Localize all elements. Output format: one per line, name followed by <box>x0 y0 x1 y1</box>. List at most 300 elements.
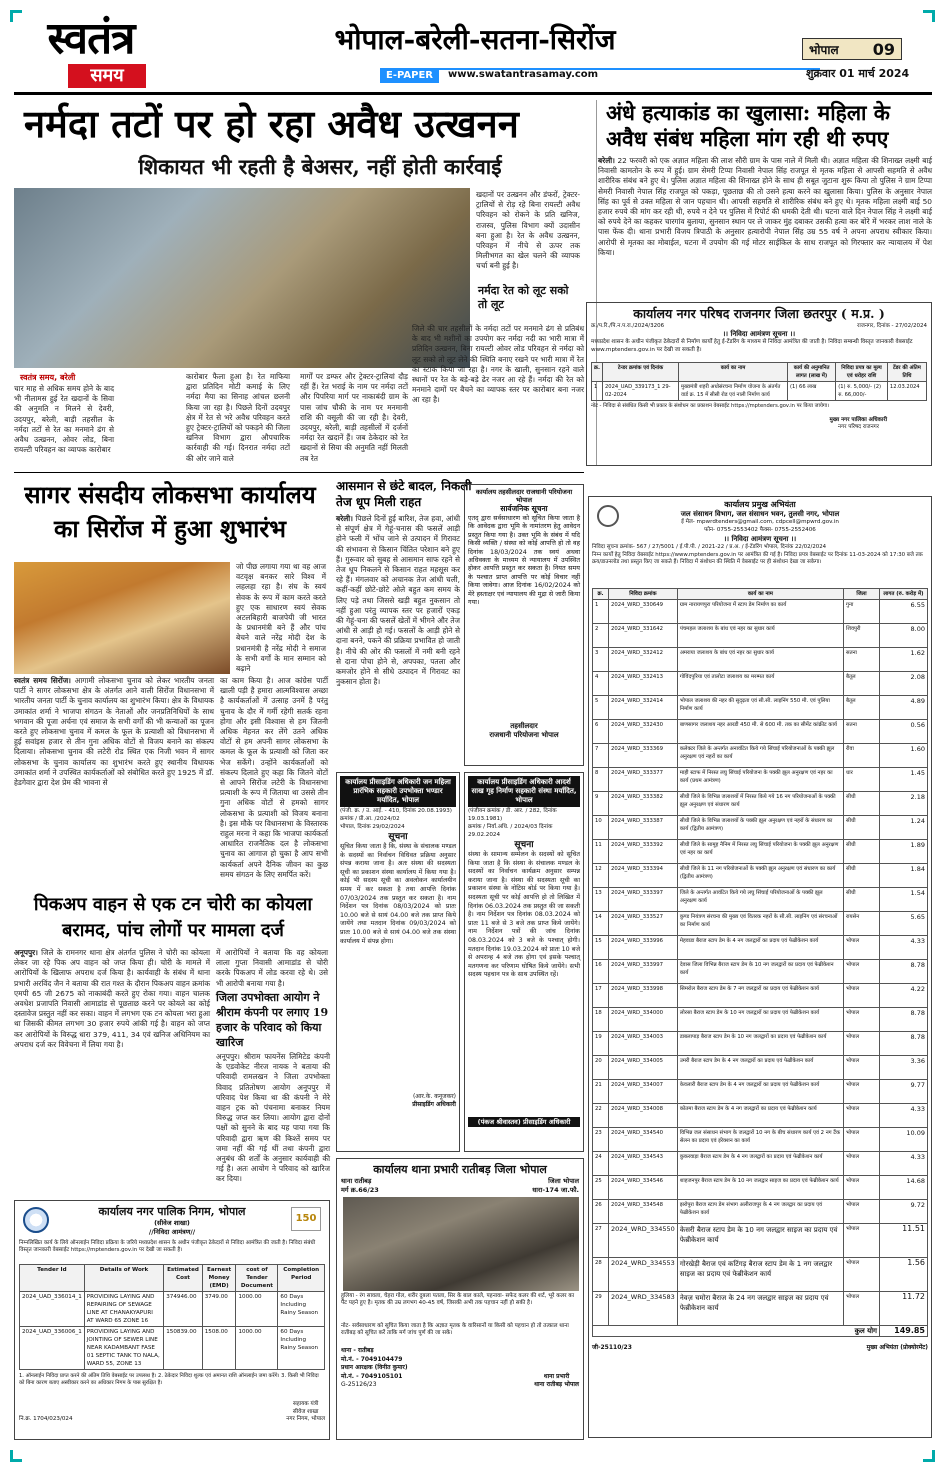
story2-headline[interactable]: अंधे हत्याकांड का खुलासा: महिला के अवैध संबंध महिला मांग रही थी रुपए <box>606 100 890 151</box>
table-cell: 1.54 <box>880 887 928 911</box>
table-row <box>593 695 928 719</box>
table-cell: 7 <box>593 743 609 767</box>
notice-tahsil-top: कार्यालय तहसीलदार राजधानी परियोजना भोपाल <box>475 488 573 504</box>
table-cell: 2024_UAD_339173_1 29-02-2024 <box>602 382 678 401</box>
table-cell: Estimated Cost <box>164 1265 202 1292</box>
notice-wrd-intro: निम्न कार्यों हेतु निविदा वेबसाईट https://www.mptenders.gov.in पर आमंत्रित की गई है। निविदा प्रपत्र वेबसाईट पर दिनांक 11-03-2024 को 17:30 बजे तक क्रय/डाउनलोड तथा प्रस्तुत किए जा सकते हैं। निविदा में संशोधन की स्थिति में वेबसाईट पर ही संशोधन देखा जा सकेगा। <box>592 551 923 565</box>
notice-housing-text: संस्था के सामान्य सम्मेलन के सदस्यों को सूचित किया जाता है कि संस्था के संचालक मण्डल के सदस्यों का निर्वाचन कार्यक्रम अनुसार सम्पन्न कराया जाना है। संस्था की सदस्यता सूची का प्रकाशन संस्था के नोटिस बोर्ड पर किया गया है। सदस्यता सूची पर कोई आपत्ति हो तो लिखित में दिनांक 06.03.2024 तक प्रस्तुत की जा सकती है। नाम निर्देशन पत्र दिनांक 08.03.2024 को प्रातः 11 बजे से 3 बजे तक प्राप्त किये जायेंगे। नाम निर्देशन पत्रों की जांच दिनांक 08.03.2024 को 3 बजे के पश्चात् होगी। मतदान दिनांक 19.03.2024 को प्रातः 10 बजे से अपरान्ह 4 बजे तक होगा एवं इसके पश्चात् मतगणना कर परिणाम घोषित किये जायेंगे। सभी सदस्य पहचान पत्र के साथ उपस्थित रहें। <box>468 851 580 979</box>
table-cell: 1508.00 <box>202 1327 236 1370</box>
table-cell: नेवज़ चमोरा बैराज के 24 नग जलद्वार साइज का प्रदाय एवं फेब्रीकेशन कार्य <box>677 1291 843 1325</box>
notice-tahsil-sign: तहसीलदार <box>510 722 538 730</box>
table-cell: 6 <box>593 719 609 743</box>
notice-women-date: भोपाल, दिनांक 29/02/2024 <box>340 824 405 830</box>
table-cell: भोपाल <box>844 1151 880 1175</box>
table-row <box>593 839 928 863</box>
notice-women-title: कार्यालय प्रीसाइडिंग अधिकारी जन महिला प्रारंभिक सहकारी उपभोक्ता भण्डार मर्यादित, भोपाल <box>340 776 456 807</box>
notice-chhatarpur-signature: मुख्य नगर पालिका अधिकारी <box>829 417 887 423</box>
notice-police-right2: धारा-174 जा.फौ. <box>532 1186 579 1194</box>
notice-police-sign2: थाना रातीबड़ भोपाल <box>534 1381 579 1388</box>
table-cell: 4.22 <box>880 983 928 1007</box>
notice-wrd-total: 149.85 <box>880 1325 928 1336</box>
table-cell: 29 <box>593 1291 609 1325</box>
table-cell: 14.68 <box>880 1175 928 1199</box>
table-cell: 12.03.2024 <box>887 382 926 401</box>
table-cell: 28 <box>593 1257 609 1291</box>
notice-wrd-total-label: कुल योग <box>593 1325 880 1336</box>
page-badge <box>802 38 902 60</box>
website-link[interactable]: www.swatantrasamay.com <box>448 69 599 80</box>
table-cell: निविदा प्रपत्र का मूल्य एवं धरोहर राशि <box>836 363 888 382</box>
story5-col1-text: जिले के रामनगर थाना क्षेत्र अंतर्गत पुलिस ने चोरी का कोयला लेकर जा रहे पिक अप वाहन को जप्त किया ही। चोरी के मामले में आरोपियों के खिलाफ अपराध दर्ज किया है। कार्यवाही के संबंध में थाना प्रभारी अरविंद जैन ने बताया की रात गश्त के दौरान पिकअप वाहन क्रमांक एमपी 65 जी 2675 को नाकाबंदी करते हुए रोका गया। वाहन चालक अवधेश प्रजापति निवासी आमाडांड से पूछताछ करने पर कोयले का कोई दस्तावेज प्रस्तुत नहीं कर सका। वाहन में लगभग एक टन कोयला भरा हुआ था जिसकी कीमत लगभग 30 हजार रुपये आंकी गई है। वाहन को जप्त कर आरोपियों के विरुद्ध धारा 379, 411, 34 एवं खनिज अधिनियम का अपराध दर्ज कर विवेचना में लिया गया है। <box>14 948 210 1049</box>
story5-subheadline[interactable]: जिला उपभोक्ता आयोग ने श्रीराम कंपनी पर लगाए 19 हजार के परिवाद को किया खारिज <box>216 991 329 1049</box>
notice-police-title: कार्यालय थाना प्रभारी रातीबड़ जिला भोपाल <box>373 1163 547 1176</box>
table-cell: 11 <box>593 839 609 863</box>
table-cell: 10.09 <box>880 1127 928 1151</box>
table-cell: 60 Days Including Rainy Season <box>278 1292 325 1327</box>
table-header-row <box>593 588 928 599</box>
table-cell: 0.56 <box>880 719 928 743</box>
table-cell: गुना <box>844 599 880 623</box>
table-cell: शिवपुरी <box>844 623 880 647</box>
table-cell: 1.60 <box>880 743 928 767</box>
notice-women-sub: सूचना <box>388 832 408 842</box>
epaper-badge[interactable]: E-PAPER <box>380 68 439 83</box>
issue-date: शुक्रवार 01 मार्च 2024 <box>806 67 910 80</box>
story5-col1 <box>14 948 210 1184</box>
notice-police-mob2: मो.नं. - 7049105101 <box>341 1372 403 1380</box>
section-rule <box>14 472 584 473</box>
table-cell: कार्य का नाम <box>677 588 843 599</box>
table-cell: भोपाल <box>844 1079 880 1103</box>
table-cell: सीधी जिले के 11 नग परियोजनाओं के पक्की झूल अनुरक्षण एवं संधारण का कार्य (द्वितीय आमंत्रण) <box>677 863 843 887</box>
notice-chhatarpur-date: राजनगर, दिनांक - 27/02/2024 <box>857 323 927 329</box>
table-cell: माही स्टाफ में निरस्त लघु सिंचाई परियोजना के पक्की झूल अनुरक्षण एवं नहर का कार्य (प्रथम आमंत्रण) <box>677 767 843 791</box>
notice-wrd-ref2: जी-25110/23 <box>592 1343 632 1351</box>
story3-col1-text: आगामी लोकसभा चुनाव को लेकर भारतीय जनता पार्टी ने सागर लोकसभा क्षेत्र के अंतर्गत आने वाली सिरोंज विधानसभा में भारतीय जनता पार्टी के चुनाव कार्यालय का शुभारंभ किया। क्षेत्र के विधायक उमाकांत शर्मा ने भाजपा संगठन के नेताओं और जनप्रतिनिधियों के साथ भगवान की पूजा अर्चना एवं समाज के सभी वर्गों की भी कन्याओं का पूजन करते हुए लोकसभा चुनाव में कमल के फूल के प्रत्याशी को विधानसभा में हुई सवांइस हजार से तीन गुना अधिक वोटों से विजय बनाने का संकल्प दिलाया। लोकसभा चुनाव की लटेरी रोड स्थित एक निजी भवन में सागर लोकसभा के चुनाव कार्यालय का शुभारंभ करते हुए स्थानीय विधायक उमाकांत शर्मा ने उपस्थित कार्यकर्ताओं को संबोधित करते हुए 1925 में डॉ. हेडगेवार द्वारा देश प्रेम की भावना से <box>14 676 214 788</box>
table-cell: 2024_WRD_334543 <box>609 1151 678 1175</box>
table-cell: देवास जिला विभिन्न बैराज स्टाप डेम के 10 नग जलद्वारों का प्रदाय एवं फेब्रीकेशन कार्य <box>677 959 843 983</box>
table-row <box>593 1257 928 1291</box>
table-cell: रीवा <box>844 743 880 767</box>
table-cell: भोपाल <box>844 1055 880 1079</box>
table-cell: ग्राम नारायणपुरा परियोजना में स्टाप डेम निर्माण का कार्य <box>677 599 843 623</box>
table-cell: भोपाल <box>844 1223 880 1257</box>
table-cell: सीधी <box>844 815 880 839</box>
story1-col2: कारोबार फैला हुआ है। रेत माफिया द्वारा प्रतिदिन मोटी कमाई के लिए नर्मदा मैया का सिनाह आंचल छलनी किया जा रहा है। पिछले दिनों उदयपुर क्षेत्र में रेत से भरे अवैध परिवहन करते हुए ट्रेक्टर-ट्रालियों को पकड़ने की जिला खनिज विभाग द्वारा औपचारिक कार्रवाही की गई। दिनरात नर्मदा तटों की ओर जाने वाले <box>186 372 290 463</box>
table-cell: केवलारी बैराज स्टाप डेम के 4 नग जलद्वारों का प्रदाय एवं फेब्रीकेशन कार्य <box>677 1079 843 1103</box>
table-cell: 23 <box>593 1127 609 1151</box>
table-cell: भोपाल <box>844 959 880 983</box>
table-cell: 2024_WRD_333382 <box>609 791 678 815</box>
notice-police-mob1: मो.नं. - 7049104479 <box>341 1355 403 1363</box>
story1-headline[interactable]: नर्मदा तटों पर हो रहा अवैध उत्खनन <box>24 101 519 146</box>
registration-mark <box>923 10 935 22</box>
table-cell: (1) 66 लाख <box>788 382 836 401</box>
table-cell: 2024_WRD_333377 <box>609 767 678 791</box>
notice-municipal-sub1: (सीवेज शाखा) <box>154 1219 190 1227</box>
table-cell: भोपाल <box>844 1103 880 1127</box>
table-row <box>593 791 928 815</box>
table-row <box>593 911 928 935</box>
notice-wrd-subtitle: ।। निविदा आमंत्रण सूचना ।। <box>723 535 797 543</box>
table-cell: 1 <box>592 382 603 401</box>
table-cell: 4.33 <box>880 935 928 959</box>
table-cell: 25 <box>593 1175 609 1199</box>
table-row <box>593 1055 928 1079</box>
story1-byline: स्वतंत्र समय, बरेली <box>20 373 76 382</box>
table-row <box>593 887 928 911</box>
logo-top-text: स्वतंत्र <box>47 13 135 64</box>
table-cell: 2024_WRD_334000 <box>609 1007 678 1031</box>
notice-chhatarpur-ref: क्र./प.रि./पि.न.प.रा./2024/3206 <box>591 323 665 329</box>
story1-col1: चार माह से अधिक समय होने के बाद भी नीलामस हुई रेत खदानों के सिवा की अनुमति न मिलने से देवरी, उदयपुर, बरेली, बाड़ी तहसील के नर्मदा तटों से रेत का मनमाने ढंग से अवैध उत्खनन, ओवर लोड, बिना रायल्टी परिवहन का व्यापक कारोबार <box>14 384 114 455</box>
notice-wrd <box>588 496 932 1438</box>
table-cell: मुख्यमंत्री शहरी अधोसंरचना निर्माण योजना के अंतर्गत वार्ड क्र. 15 में सीसी रोड एवं नाली निर्माण कार्य <box>678 382 787 401</box>
table-row <box>593 767 928 791</box>
table-row <box>593 719 928 743</box>
table-cell: Tender Id <box>20 1265 85 1292</box>
table-cell: (1) रु. 5,000/- (2) रु. 66,000/- <box>836 382 888 401</box>
table-row <box>593 647 928 671</box>
masthead-logo[interactable] <box>28 14 154 94</box>
notice-police-photo <box>343 1197 579 1291</box>
table-cell: 2024_WRD_334546 <box>609 1175 678 1199</box>
story4-body <box>336 514 460 766</box>
table-cell: 2024_WRD_334008 <box>609 1103 678 1127</box>
table-cell: 8 <box>593 767 609 791</box>
story1-col5: जिले की चार तहसीलों के नर्मदा तटों पर मनमाने ढंग से प्रतिबंध के बाद भी मशीनों का उपयोग कर नर्मदा नदी का भारी मात्रा में प्रतिदिन उत्खनन, बिना रायल्टी ओवर लोड परिवहन से नर्मदा को लूट सको तो लूट लेने की स्थिति बनाए रखने पर भारी मात्रा में रेत का स्टाक किया जा रहा है। नगर के खाली, सुनसान रहने वाले स्थानों पर रेत के बड़े-बड़े ढेर नजर आ रहे हैं। नर्मदा की रेत को मनमाने दामों पर बैचने का व्यापक स्तर पर कारोबार बना नजर आ रहा है। <box>412 324 584 405</box>
notice-housing-ref: (पंजीयन क्रमांक / डी. आर. / 282, दिनांक 19.03.1981) <box>468 808 557 822</box>
table-cell: बैतूल <box>844 671 880 695</box>
notice-tahsil-sign2: राजधानी परियोजना भोपाल <box>489 731 559 739</box>
notice-women-sign2: प्रीसाइडिंग अधिकारी <box>412 1101 456 1108</box>
story1-col4: खदानों पर उत्खनन और डंफरों, ट्रेक्टर-ट्रालियों से रोड़ रहे बिना रायल्टी अवैध परिवहन को रोकने के प्रति खनिज, राजस्व, पुलिस विभाग क्यों उदासीन बना हुआ है। रेत के अवैध उत्खनन, परिवहन में नीचे से ऊपर तक मिलीभगत का खेल चलने की व्यापक चर्चा बनी हुई है। <box>476 190 580 271</box>
table-row <box>593 1007 928 1031</box>
table-cell: 19 <box>593 1031 609 1055</box>
table-cell: 3.36 <box>880 1055 928 1079</box>
table-cell: भोपाल <box>844 1031 880 1055</box>
table-cell: सिमरोल बैराज स्टाप डेम के 7 नग जलद्वारों का प्रदाय एवं फेब्रीकेशन कार्य <box>677 983 843 1007</box>
table-row <box>593 599 928 623</box>
table-cell: 2024_WRD_334583 <box>609 1291 678 1325</box>
table-cell: भोपाल <box>844 935 880 959</box>
notice-municipal-sign1: सहायक यंत्री <box>292 1401 319 1407</box>
city-label: भोपाल <box>809 42 839 57</box>
table-cell: 16 <box>593 959 609 983</box>
table-row <box>20 1292 325 1327</box>
story4-text: पिछले दिनों हुई बारिश, तेज हवा, आंधी से संपूर्ण क्षेत्र में गेहूं-चनास की फसलें आड़ी होने फली में भोंच जाने से उत्पादन में गिरावट की संभावना से किसान चिंतित परेशान बने हुए हैं। गुरूवार को सुबह से आसमान साफ रहने से तेज धूप निकलने से किसान राहत महसूस कर रहे हैं। मंगलवार को अचानक तेज आंधी चली, कहीं-कहीं छोटे-छोटे ओले बहुत कम समय के लिए पड़े तथा जिससे खड़ी बहुत नुकसान तो नहीं हुआ परंतु व्यापक स्तर पर हजारों एकड़ की गेहूं-चना की फसलें खेतों में भीगने और तेज आंधी से आड़ी हो गई। फसलों के आड़ी होने से दाना बनने, पकने की प्रक्रिया प्रभावित हो जाती है। नीचे की ओर की फसलों में नमी बनी रहने से दाना पोचा होने से, अपपका, पतला और कमजोर होने से सीधे उत्पादन में गिरावट का नुकसान होता है। <box>336 514 460 687</box>
table-cell: 1.56 <box>880 1257 928 1291</box>
table-cell: 2024_WRD_332414 <box>609 695 678 719</box>
notice-housing-sub: सूचना <box>514 840 534 850</box>
notice-housing <box>464 772 584 1152</box>
table-cell: 5.65 <box>880 911 928 935</box>
notice-women-sign: (आर.के. कनूजकर) <box>412 1093 456 1100</box>
notice-police-note: नोट- सर्वसाधारण को सूचित किया जाता है कि अज्ञात मृतक के वारिसानों या किसी को पहचान हो तो तत्काल थाना रातीबड़ को सूचित करें ताकि मर्ग जांच पूर्ण की जा सके। <box>341 1323 569 1337</box>
table-cell: गोविंदपुरिया एवं तालोटा जलाशय का मरम्मत कार्य <box>677 671 843 695</box>
table-cell: सीधी जिले के सामूह नैनिम में निरस्त लघु सिंचाई परियोजना के पक्की झूल अनुरक्षण एवं नहर का कार्य <box>677 839 843 863</box>
table-cell: केसरी बैराज स्टाप डेम के 10 नग जलद्वार साइज का प्रदाय एवं फेब्रीकेशन कार्य <box>677 1223 843 1257</box>
table-cell: 18 <box>593 1007 609 1031</box>
notice-housing-ref2: क्रमांक / निर्वा.अधि. / 2024/03 दिनांक 29.02.2024 <box>468 824 553 838</box>
notice-women-coop <box>336 772 460 1152</box>
table-cell: 2024_WRD_331642 <box>609 623 678 647</box>
story4-dateline: बरेली। <box>336 514 353 523</box>
table-cell: भोपाल <box>844 1291 880 1325</box>
table-cell: 2024_WRD_330649 <box>609 599 678 623</box>
table-row <box>593 1291 928 1325</box>
table-row <box>593 959 928 983</box>
table-cell: सीधी जिले के विभिन्न जलाशयों में निरस्त किये गये 16 नग परियोजनाओं के पक्की झूल अनुरक्षण एवं संधारण कार्य <box>677 791 843 815</box>
story1-photo <box>14 188 470 368</box>
table-cell: 4.33 <box>880 1151 928 1175</box>
story5-subtext: अनूपपुर। श्रीराम फायनेंस लिमिटेड कंपनी के एडवोकेट नीरज नायक ने बताया की परिवादी रामलखन ने जिला उपभोक्ता विवाद प्रतितोषण आयोग अनूपपुर में परिवाद पेश किया था की कंपनी ने मेरे वाहन ट्रक को पंचनामा बनाकर नियम विरुद्ध जप्त कर लिया। आयोग द्वारा दोनों पक्षों को सुनने के बाद यह पाया गया कि परिवादी द्वारा ऋण की किश्तें समय पर जमा नहीं की गई थीं तथा कंपनी द्वारा अनुबंध की शर्तों के अनुसार कार्यवाही की गई है। अतः आयोग ने परिवाद को खारिज कर दिया। <box>216 1052 330 1184</box>
table-row <box>593 671 928 695</box>
table-row <box>592 382 927 401</box>
table-cell: 2024_WRD_332413 <box>609 671 678 695</box>
table-cell: लागत (रु. करोड़ में) <box>880 588 928 599</box>
table-cell: 1.84 <box>880 863 928 887</box>
notice-women-ref2: क्रमांक / प्री.आ. /2024/02 <box>340 816 400 822</box>
story3-col1 <box>14 676 214 886</box>
story3-right-text: जो पीछ लगाया गया था वह आज वटवृक्ष बनकर सारे विश्व में लहलहा रहा है। संघ के स्वयं सेवक के रूप में काम करते करते हुए एक साधारण स्वयं सेवक अटलबिहारी बाजपेयी जी भारत के प्रधानमंत्री बने हैं और पांच बेचने वाले नरेंद्र मोदी देश के प्रधानमंत्री है नरेंद्र मोदी ने समाज के सभी वर्गों के मान सम्मान को बढ़ाने <box>236 562 326 674</box>
notice-wrd-ref: निविदा सूचना क्रमांक- 567 / 27/5001 / ई.पी.पी. / 2021-22 / प्र.अ. / ई-टेंडरिंग भोपाल, दिनांक 22/02/2024 <box>592 544 827 550</box>
table-cell: Completion Period <box>278 1265 325 1292</box>
table-cell: 5 <box>593 695 609 719</box>
table-cell: 2024_WRD_333397 <box>609 887 678 911</box>
table-cell: 150839.00 <box>164 1327 202 1370</box>
table-cell: 14 <box>593 911 609 935</box>
table-cell: 1.24 <box>880 815 928 839</box>
story2-text1: 22 फरवरी को एक अज्ञात महिला की लाश सौरी ग्राम के पास नाले में मिली थी। अज्ञात महिला की शिनाख्त लक्ष्मी बाई निवासी कामतोन के रूप में हुई। ग्राम सेमरी टिप्पा निवासी नेपाल सिंह राजपूत से मृतक महिला से आपसी सहमति से अवैध शारीरिक संबंध बने हुए थे। पुलिस अज्ञात महिला की शिनाख्त होने के साथ ही सबूत जुटाना शुरू किया तो पुलिस ने ग्राम टिप्पा सेमरी निवासी नेपाल सिंह राजपूत को पकड़ा, पूछताछ की तो उसने हत्या करने का खुलासा किया। पुलिस के अनुसार नेपाल सिंह का पूर्व से उक्त महिला से जान पहचान थी। आपसी सहमति से शारीरिक संबंध बने हुए थे। मृतक महिला लक्ष्मी बाई 50 हजार रुपये की मांग कर रही थी, रुपये न देने पर पुलिस में रिपोर्ट की धमकी देती थी। <box>598 156 932 217</box>
logo-bottom-text: समय <box>68 64 146 88</box>
notice-police-sign: थाना प्रभारी <box>543 1372 570 1380</box>
table-cell: विभिन्न जल संसाधन संभाग के जलद्वारों 10 नग के बीच संधारण कार्य एवं 2 नग टैंक सेलन का प्रदाय एवं इंरेक्शन का कार्य <box>677 1127 843 1151</box>
table-cell: PROVIDING LAYING AND REPAIRING OF SEWAGE LINE AT CHANAKYAPURI AT WARD 65 ZONE 16 <box>84 1292 163 1327</box>
registration-mark <box>10 10 22 22</box>
table-cell: सीधी <box>844 887 880 911</box>
story1-col3: मार्गों पर डम्फर और ट्रेक्टर-ट्रालियां दौड़ रहीं हैं। रेत भराई के नाम पर नर्मदा तटों और पिपरिया मार्ग पर नाकाबंदी ग्राम के पास जांच चौकी के नाम पर मनमानी राशि की वसूली की जा रही है। देवरी, उदयपुर, बरेली, बाड़ी तहसीलों में दर्जनों नर्मदा रेत खदानें हैं। जब ठेकेदार को रेत खदानों से सिया की अनुमति नहीं मिलती तब रेत <box>300 372 408 463</box>
table-row <box>593 1151 928 1175</box>
table-cell: पंचमहल जलाशय के बांध एवं नहर का सुधार कार्य <box>677 623 843 647</box>
table-row <box>593 1223 928 1257</box>
table-cell: 2024_UAD_336006_1 <box>20 1327 85 1370</box>
notice-municipal-intro: निम्नलिखित कार्य के लिये ऑनलाईन निविदा प्रक्रिया के जरिये मध्यप्रदेश शासन के अधीन पंजीकृत ठेकेदारों से निविदा आमंत्रित की जाती है। निविदा संबंधी विस्तृत जानकारी वेबसाईट https://mptenders.gov.in पर देखी जा सकती है। <box>19 1240 316 1254</box>
table-cell: 1 <box>593 599 609 623</box>
table-cell: सतना <box>844 647 880 671</box>
table-cell: 2024_WRD_334550 <box>609 1223 678 1257</box>
page-number: 09 <box>872 39 895 59</box>
table-cell: उमरी बैराज स्टाप डेम के 4 नग जलद्वारों का प्रदाय एवं फेब्रीकेशन कार्य <box>677 1055 843 1079</box>
notice-municipal <box>14 1200 330 1440</box>
table-cell: भोपाल जलाशय की नहर की सुदृढ़ता एवं सी.सी. लाइनिंग 550 मी. एवं पुलिया निर्माण कार्य <box>677 695 843 719</box>
table-cell: 8.00 <box>880 623 928 647</box>
table-cell: 2024_WRD_333527 <box>609 911 678 935</box>
table-cell: 1000.00 <box>236 1327 278 1370</box>
table-row <box>593 1127 928 1151</box>
notice-chhatarpur-subtitle: ।। निविदा आमंत्रण सूचना ।। <box>722 330 796 338</box>
notice-municipal-notes: 1. ऑनलाईन निविदा प्राप्त करने की अंतिम तिथि वेबसाईट पर उपलब्ध है। 2. ठेकेदार निविदा शुल्क एवं अमानत राशि ऑनलाईन जमा करेंगे। 3. किसी भी निविदा को बिना कारण बताए अस्वीकार करने का अधिकार निगम के पास सुरक्षित है। <box>19 1373 319 1386</box>
table-cell: 2024_WRD_333997 <box>609 959 678 983</box>
notice-municipal-title: कार्यालय नगर पालिक निगम, भोपाल <box>98 1205 246 1218</box>
notice-wrd-title2: जल संसाधन विभाग, जल संसाधन भवन, तुलसी नगर, भोपाल <box>680 510 840 518</box>
notice-women-text: सूचित किया जाता है कि, संस्था के संचालक मण्डल के सदस्यों का निर्वाचन विधिवत प्रक्रिया अनुसार संपन्न कराया जाना है। अतः संस्था की सदस्यता सूची का प्रकाशन संस्था कार्यालय में किया गया है। कोई भी सदस्य सूची का अवलोकन कार्यालयीन समय में कर सकता है तथा आपत्ति दिनांक 07/03/2024 तक प्रस्तुत कर सकता है। नाम निर्देशन पत्र दिनांक 08/03/2024 को प्रातः 10.00 बजे से सायं 04.00 बजे तक प्राप्त किये जायेंगे तथा मतदान दिनांक 09/03/2024 को प्रातः 10.00 बजे से सायं 04.00 बजे तक संस्था कार्यालय में संपन्न होगा। <box>340 843 456 945</box>
table-row <box>593 1031 928 1055</box>
table-cell: 4 <box>593 671 609 695</box>
table-cell: 2024_WRD_332412 <box>609 647 678 671</box>
notice-wrd-email: ई मेल- mpwrdtenders@gmail.com, cdpcell@mpwrd.gov.in <box>681 519 839 525</box>
table-cell: 3749.00 <box>202 1292 236 1327</box>
table-cell: 6.55 <box>880 599 928 623</box>
table-cell: 2024_WRD_333392 <box>609 839 678 863</box>
edition-title: भोपाल-बरेली-सतना-सिरोंज <box>334 23 616 56</box>
edition-underline <box>380 68 820 70</box>
table-cell: Earnest Money (EMD) <box>202 1265 236 1292</box>
table-cell: 13 <box>593 887 609 911</box>
notice-police <box>336 1158 584 1440</box>
table-cell: कलेक्टर जिले के अन्तर्गत अनावंटित किये गये सिंचाई परियोजनाओं के पक्की झूल अनुरक्षण एवं नहरों का कार्य <box>677 743 843 767</box>
notice-municipal-sign2: सीवेज शाखा <box>292 1408 319 1415</box>
story1-subhead: शिकायत भी रहती है बेअसर, नहीं होती कार्रवाई <box>138 154 502 179</box>
table-cell: PROVIDING LAYING AND JOINTING OF SEWER LINE NEAR KADAMBANT FASE 01 SEPTIC TANK TO NALA, WARD 55, ZONE 13 <box>84 1327 163 1370</box>
table-cell: निविदा क्रमांक <box>609 588 678 599</box>
table-cell: भोपाल <box>844 1007 880 1031</box>
table-cell: रायसेन <box>844 911 880 935</box>
table-cell: कुण्ड नियंत्रण संरचना की मुख्य एवं वितरक नहरों के सी.सी. लाइनिंग एवं संरचनाओं का निर्माण कार्य <box>677 911 843 935</box>
table-cell: 2 <box>593 623 609 647</box>
municipal-emblem-icon <box>23 1207 49 1233</box>
table-cell: 2024_WRD_332430 <box>609 719 678 743</box>
table-header-row <box>592 363 927 382</box>
table-cell: कुकरवाड़ा बैराज स्टाप डेम के 4 नग जलद्वारों का प्रदाय एवं फेब्रीकेशन कार्य <box>677 1151 843 1175</box>
table-cell: 21 <box>593 1079 609 1103</box>
table-row <box>20 1327 325 1370</box>
table-cell: 1.89 <box>880 839 928 863</box>
notice-municipal-sign3: नगर निगम, भोपाल <box>286 1416 325 1422</box>
table-cell: 2024_UAD_336014_1 <box>20 1292 85 1327</box>
table-cell: लोरसा बैराज स्टाप डेम के 10 नग जलद्वारों का प्रदाय एवं फेब्रीकेशन कार्य <box>677 1007 843 1031</box>
table-cell: 2024_WRD_333998 <box>609 983 678 1007</box>
story5-col2: में आरोपियों ने बताया कि वह कोयला लाला गुप्ता निवासी आमाडांड से चोरी करके पिकअप में लोड करवा रहे थे। उसे भी आरोपी बनाया गया है। <box>216 948 328 988</box>
table-cell: 374946.00 <box>164 1292 202 1327</box>
table-cell: डाबलापाड़ बैराज स्टाप डेम के 10 नग जलद्वारों का प्रदाय एवं फेब्रीकेशन कार्य <box>677 1031 843 1055</box>
notice-chhatarpur-table <box>591 362 927 401</box>
table-cell: 27 <box>593 1223 609 1257</box>
table-row <box>593 815 928 839</box>
table-cell: 24 <box>593 1151 609 1175</box>
notice-wrd-table <box>592 588 928 1337</box>
table-cell: 9.72 <box>880 1199 928 1223</box>
table-cell: 2.18 <box>880 791 928 815</box>
story3-photo <box>14 562 230 674</box>
table-cell: 11.51 <box>880 1223 928 1257</box>
table-cell: 2024_WRD_334548 <box>609 1199 678 1223</box>
story2-text2: घटना वाले दिन नेपाल सिंह ने लक्ष्मी बाई को रुपये देने का कहकर चारगांव बुलाया, सुनसान स्थान पर ले जाकर मुंह दबाकर उसकी हत्या कर बोरे में भरकर लाश नाले के पास फेंक दी। थाना प्रभारी विजय त्रिपाठी के अनुसार हत्यारोपी नेपाल सिंह उम्र 55 वर्ष ने अपना अपराध स्वीकार किया। आरोपी से मृतका का मोबाईल, घटना में उपयोग की गई मोटर साईकिल के साथ राजपूत को गिरफ्तार कर न्यायालय में पेश किया। <box>598 207 932 257</box>
table-cell: क्र. <box>593 588 609 599</box>
notice-housing-sign: (पंकज श्रीवास्तव) प्रीसाइडिंग अधिकारी <box>468 1117 580 1127</box>
story2-dateline: बरेली। <box>598 156 615 165</box>
table-row <box>593 1079 928 1103</box>
table-cell: 15 <box>593 935 609 959</box>
municipal-jubilee-icon: 150 <box>291 1207 321 1231</box>
table-cell: जिला <box>844 588 880 599</box>
table-cell: 2024_WRD_334553 <box>609 1257 678 1291</box>
notice-police-station: थाना - रातीबड़ <box>341 1347 374 1354</box>
table-cell: कार्य का नाम <box>678 363 787 382</box>
table-cell: 1000.00 <box>236 1292 278 1327</box>
table-cell: cost of Tender Document <box>236 1265 278 1292</box>
table-row <box>593 863 928 887</box>
registration-mark <box>10 1450 22 1462</box>
table-cell: सीधी जिले के विभिन्न जलाशयों के पक्की झूल अनुरक्षण एवं नहरों के संधारण का कार्य (द्वितीय आमंत्रण) <box>677 815 843 839</box>
table-cell: कार्य की अनुमानित लागत (लाख में) <box>788 363 836 382</box>
registration-mark <box>923 1450 935 1462</box>
table-cell: 9.77 <box>880 1079 928 1103</box>
table-cell: 4.33 <box>880 1103 928 1127</box>
table-cell: 2024_WRD_333387 <box>609 815 678 839</box>
table-cell: धार <box>844 767 880 791</box>
table-cell: टेंडर की अंतिम तिथि <box>887 363 926 382</box>
notice-wrd-sign: मुख्य अभियंता (प्रोक्योरमेंट) <box>866 1343 928 1351</box>
notice-housing-title: कार्यालय प्रीसाइडिंग अधिकारी आदर्श साख गृह निर्माण सहकारी संस्था मर्यादित, भोपाल <box>468 776 580 807</box>
table-cell: 2024_WRD_334540 <box>609 1127 678 1151</box>
masthead-rule <box>14 92 932 95</box>
story5-headline[interactable]: पिकअप वाहन से एक टन चोरी का कोयला बरामद, पांच लोगों पर मामला दर्ज <box>33 894 313 941</box>
notice-police-ref: G-25126/23 <box>341 1381 377 1388</box>
notice-police-right1: जिला भोपाल <box>548 1177 579 1185</box>
table-cell: 8.78 <box>880 1007 928 1031</box>
story4-headline[interactable]: आसमान से छंटे बादल, निकली तेज धूप मिली राहत <box>336 479 472 509</box>
table-row <box>593 623 928 647</box>
table-cell: 1.45 <box>880 767 928 791</box>
table-cell: 12 <box>593 863 609 887</box>
wrd-emblem-icon <box>597 505 619 527</box>
story3-byline: स्वतंत्र समय सिरोंज। <box>14 676 71 685</box>
notice-police-left2: मर्ग क्र.66/23 <box>341 1186 379 1194</box>
notice-chhatarpur-signature2: नगर परिषद राजनगर <box>838 424 879 430</box>
table-cell: गोरखेड़ी बैराज एवं कटिंगड़ बैराज स्टाप डेम के 1 नग जलद्वार साइज का प्रदाय एवं फेब्रीकेशन कार्य <box>677 1257 843 1291</box>
story1-box-head: नर्मदा रेत को लूट सको तो लूट <box>478 284 569 311</box>
table-cell: भोपाल <box>844 1127 880 1151</box>
table-cell: भोपाल <box>844 1199 880 1223</box>
table-cell: 1.62 <box>880 647 928 671</box>
table-cell: 2024_WRD_334007 <box>609 1079 678 1103</box>
story2-body <box>598 156 932 298</box>
table-cell: सीधी <box>844 839 880 863</box>
table-cell: 8.78 <box>880 1031 928 1055</box>
table-row <box>593 983 928 1007</box>
table-cell: 17 <box>593 983 609 1007</box>
notice-police-left1: थाना रातीबड़ <box>341 1177 372 1185</box>
table-header-row <box>20 1265 325 1292</box>
notice-chhatarpur-intro: मध्यप्रदेश शासन के अधीन पंजीकृत ठेकेदारों से निर्माण कार्यों हेतु ई-टेंडरिंग के माध्यम से निविदा आमंत्रित की जाती है। निविदा सम्बन्धी विस्तृत जानकारी वेबसाईट www.mptenders.gov.in पर देखी जा सकती है। <box>591 339 913 353</box>
table-cell: 22 <box>593 1103 609 1127</box>
table-cell: भोपाल <box>844 1175 880 1199</box>
notice-police-officer: प्रधान आरक्षक (विनीत कुमार) <box>341 1364 408 1371</box>
notice-tahsil-title: सार्वजनिक सूचना <box>500 504 548 513</box>
story5-dateline: अनूपपुर। <box>14 948 38 957</box>
table-cell: बैतूल <box>844 695 880 719</box>
story3-headline[interactable]: सागर संसदीय लोकसभा कार्यालय का सिरोंज में हुआ शुभारंभ <box>24 480 316 543</box>
table-cell: 60 Days Including Rainy Season <box>278 1327 325 1370</box>
table-cell: 8.78 <box>880 959 928 983</box>
table-cell: 9 <box>593 791 609 815</box>
table-cell: सीधी <box>844 863 880 887</box>
table-cell: 2.08 <box>880 671 928 695</box>
table-cell: 2024_WRD_334005 <box>609 1055 678 1079</box>
table-cell: अमराया जलाशय के बांध एवं नहर का सुधार कार्य <box>677 647 843 671</box>
notice-chhatarpur-title: कार्यालय नगर परिषद राजनगर जिला छतरपुर ( म.प्र. ) <box>633 306 885 321</box>
